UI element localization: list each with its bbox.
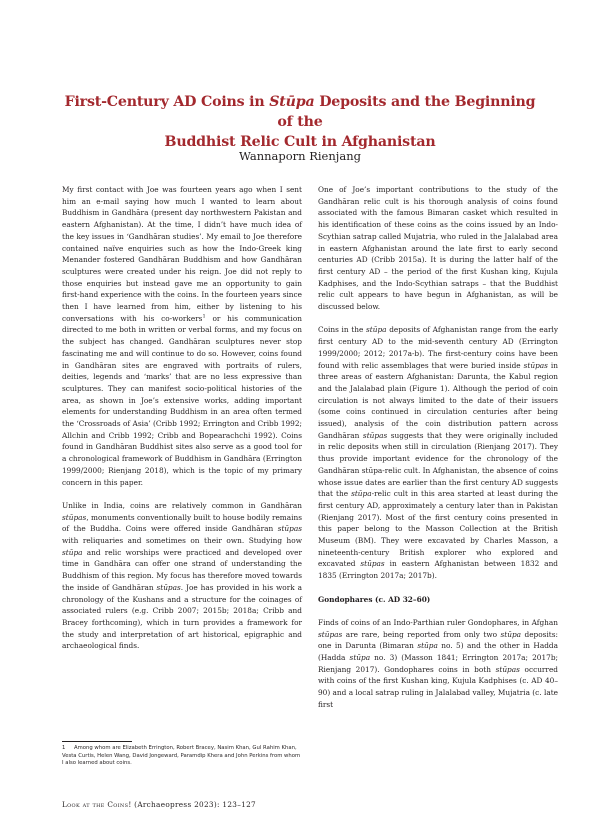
footnote-divider <box>62 741 132 742</box>
right-column <box>318 184 558 722</box>
author-name: Wannaporn Rienjang <box>239 149 361 163</box>
paper-title <box>60 92 540 152</box>
section-heading: Gondophares (c. AD 32–60) <box>318 594 431 604</box>
footer-citation: (Archaeopress 2023): 123–127 <box>131 800 257 809</box>
paragraph: Unlike in India, coins are relatively common in Gandhāran stūpas, monuments conventionally built to house bodily remains of the Buddha. Coins were offered inside Gandhāran stūpas with reliquaries and sometimes on their own. Studying how stūpa and relic worships were practiced and developed over time in Gandhāra can offer one strand of understanding the Buddhism of this region. My focus has therefore moved towards the inside of Gandhāran stūpas. Joe has provided in his work a chronology of the Kushans and a structure for the coinages of associated rulers (e.g. Cribb 2007; 2015b; 2018a; Cribb and Bracey forthcoming), which in turn provides a framework for the study and interpretation of art historical, epigraphic and archaeological finds. <box>62 500 302 651</box>
paragraph: Finds of coins of an Indo-Parthian ruler Gondophares, in Afghan stūpas are rare, being reported from only two stūpa deposits: one in Darunta (Bimaran stūpa no. 5) and the other in Hadda (Hadda stūpa no. 3) (Masson 1841; Errington 2017a; 2017b; Rienjang 2017). Gondophares coins in both stūpas occurred with coins of the first Kushan king, Kujula Kadphises (c. AD 40–90) and a local satrap ruling in Jalalabad valley, Mujatria (c. late first <box>318 617 558 709</box>
title-text: First-Century AD Coins in <box>64 94 270 110</box>
left-column <box>62 184 302 664</box>
title-text: Deposits and the Beginning of the <box>277 94 536 130</box>
page-footer <box>62 800 422 809</box>
footnote-number: 1 <box>62 745 66 751</box>
paragraph: My first contact with Joe was fourteen years ago when I sent him an e-mail saying how much I wanted to learn about Buddhism in Gandhāra (present day northwestern Pakistan and eastern Afghanistan). At the time, I didn’t have much idea of the key issues in ‘Gandhāran studies’. My email to Joe therefore contained naïve enquiries such as how the Indo-Greek king Menander fostered Gandhāran Buddhism and how Gandhāran sculptures were created under his reign. Joe did not reply to those enquiries but instead gave me an opportunity to gain first-hand experience with the coins. In the fourteen years since then I have learned from him, either by listening to his conversations with his co-workers$^1$ or his communication directed to me both in written or verbal forms, and my focus on the subject has changed. Gandhāran sculptures never stop fascinating me and will continue to do so. However, coins found in Gandhāran sites are engraved with portraits of rulers, deities, legends and ‘marks’ that are no less expressive than sculptures. They can manifest socio-political histories of the area, as shown in Joe’s extensive works, adding important elements for understanding Buddhism in an area often termed the ‘Crossroads of Asia’ (Cribb 1992; Errington and Cribb 1992; Allchin and Cribb 1992; Cribb and Bopearachchi 1992). Coins found in Gandhāran Buddhist sites also serve as a good tool for a chronological framework of Buddhism in Gandhāra (Errington 1999/2000; Rienjang 2018), which is the topic of my primary concern in this paper. <box>62 185 302 487</box>
footnote-text: Among whom are Elizabeth Errington, Robert Bracey, Nasim Khan, Gul Rahim Khan, Vesta Curtis, Helen Wang, David Jongeward, Paramdip Khera and John Perkins from whom I also learned about coins. <box>62 745 301 767</box>
footer-book-title: Look at the Coins! <box>62 800 132 809</box>
paragraph: Coins in the stūpa deposits of Afghanistan range from the early first century AD to the mid-seventh century AD (Errington 1999/2000; 2012; 2017a-b). The first-century coins have been found with relic assemblages that were buried inside stūpas in three areas of eastern Afghanistan: Darunta, the Kabul region and the Jalalabad plain (Figure 1). Although the period of coin circulation is not always limited to the date of their issuers (some coins continued in circulation centuries after being issued), analysis of the coin distribution pattern across Gandhāran stūpas suggests that they were originally included in relic deposits when still in circulation (Rienjang 2017). They thus provide important evidence for the chronology of the Gandhāran stūpa-relic cult. In Afghanistan, the absence of coins whose issue dates are earlier than the first century AD suggests that the stūpa-relic cult in this area started at least during the first century AD, approximately a century later than in Pakistan (Rienjang 2017). Most of the first century coins presented in this paper belong to the Masson Collection at the British Museum (BM). They were excavated by Charles Masson, a nineteenth-century British explorer who explored and excavated stūpas in eastern Afghanistan between 1832 and 1835 (Errington 2017a; 2017b). <box>318 325 558 581</box>
paragraph: One of Joe’s important contributions to the study of the Gandhāran relic cult is his thorough analysis of coins found associated with the famous Bimaran casket which resulted in his identification of these coins as the coins issued by an Indo-Scythian satrap called Mujatria, who ruled in the Jalalabad area in eastern Afghanistan around the late first to early second centuries AD (Cribb 2015a). It is during the latter half of the first century AD – the period of the first Kushan king, Kujula Kadphises, and the Indo-Scythian satraps – that the Buddhist relic cult appears to have begun in Afghanistan, as will be discussed below. <box>318 185 558 312</box>
footnote-marker: 1 <box>202 313 206 320</box>
title-line-2: Buddhist Relic Cult in Afghanistan <box>164 134 436 150</box>
title-italic-word: Stūpa <box>269 94 315 110</box>
footnote <box>62 745 302 768</box>
